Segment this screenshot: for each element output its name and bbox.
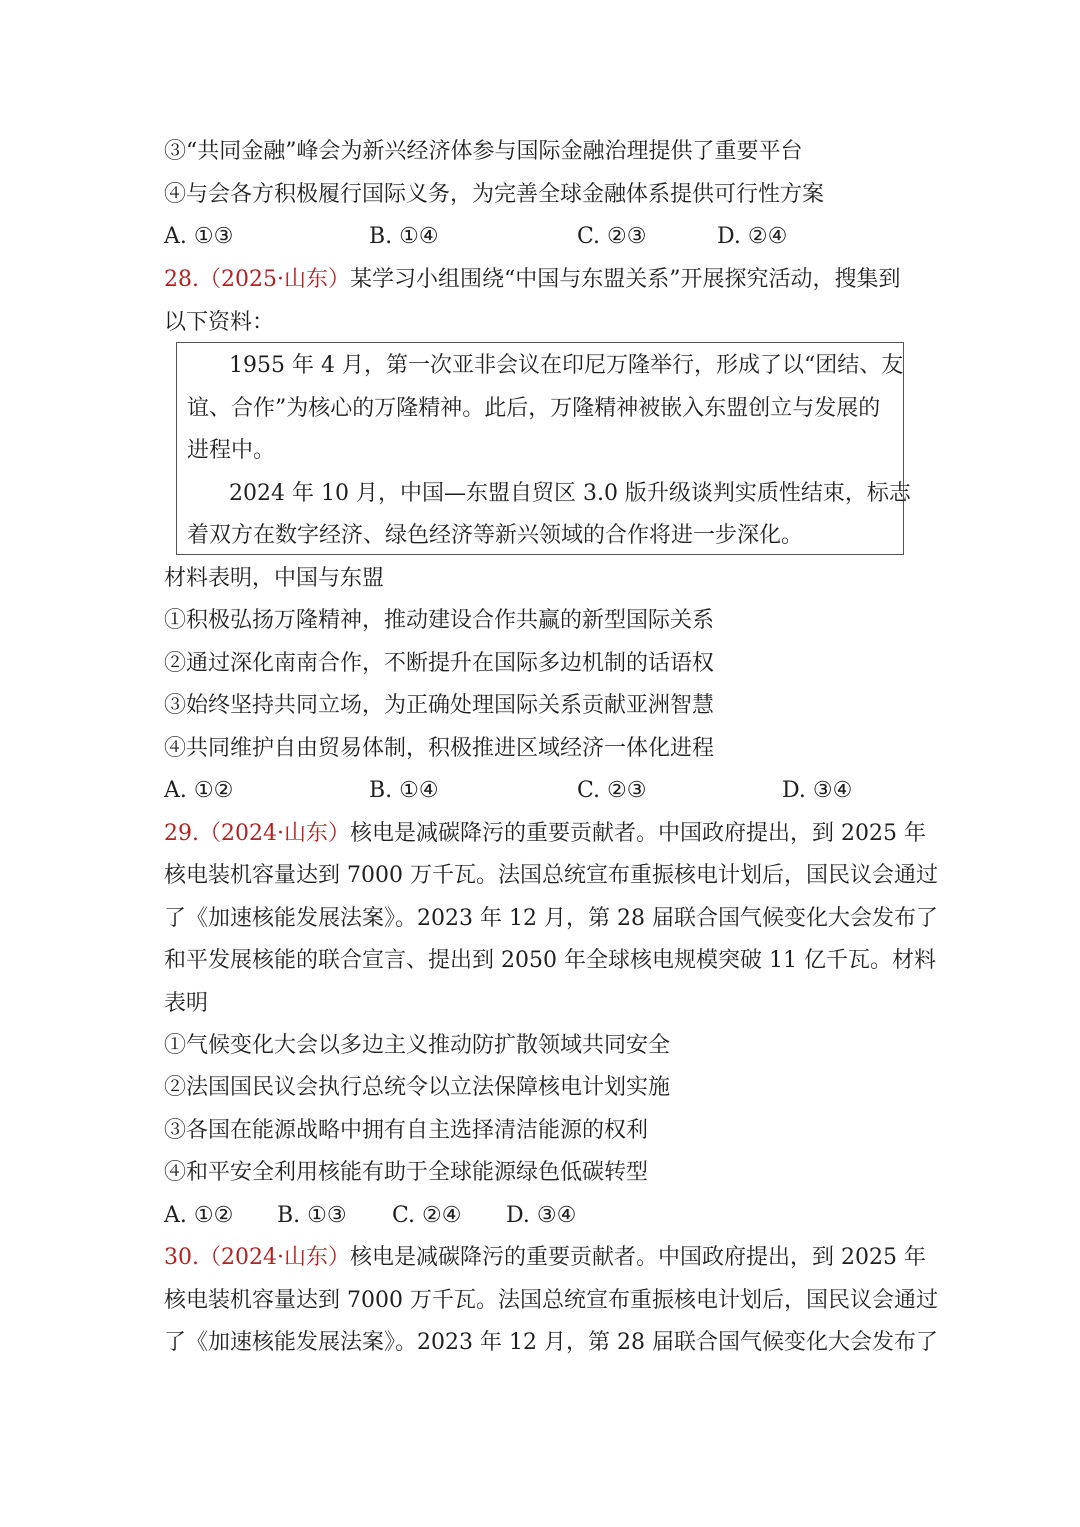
q29-item-3: ③各国在能源战略中拥有自主选择清洁能源的权利 xyxy=(164,1118,649,1143)
q28-option-d: D. ③④ xyxy=(782,778,853,803)
q29-item-1: ①气候变化大会以多边主义推动防扩散领域共同安全 xyxy=(164,1033,671,1058)
q28-material-line-5: 着双方在数字经济、绿色经济等新兴领域的合作将进一步深化。 xyxy=(187,523,804,548)
q28-material-line-4: 2024 年 10 月，中国—东盟自贸区 3.0 版升级谈判实质性结束，标志 xyxy=(229,481,911,506)
q29-number: 29.（2024·山东） xyxy=(164,821,350,846)
q28-material-line-3: 进程中。 xyxy=(187,438,276,463)
q28-item-3: ③始终坚持共同立场，为正确处理国际关系贡献亚洲智慧 xyxy=(164,693,715,718)
q28-item-2: ②通过深化南南合作，不断提升在国际多边机制的话语权 xyxy=(164,651,715,676)
q27-option-d: D. ②④ xyxy=(717,224,788,249)
q29-stem-text: 核电是减碳降污的重要贡献者。中国政府提出，到 2025 年 xyxy=(349,821,926,846)
q28-stem-text: 某学习小组围绕“中国与东盟关系”开展探究活动，搜集到 xyxy=(349,267,901,292)
q28-material-line-1: 1955 年 4 月，第一次亚非会议在印尼万隆举行，形成了以“团结、友 xyxy=(229,353,904,378)
q28-number: 28.（2025·山东） xyxy=(164,267,350,292)
q28-item-4: ④共同维护自由贸易体制，积极推进区域经济一体化进程 xyxy=(164,736,715,761)
q30-stem-line-1 xyxy=(164,1243,926,1273)
q28-option-a: A. ①② xyxy=(164,778,234,803)
q29-stem-line-4: 和平发展核能的联合宣言、提出到 2050 年全球核电规模突破 11 亿千瓦。材料 xyxy=(164,948,936,973)
q29-stem-line-1 xyxy=(164,819,926,849)
q29-option-d: D. ③④ xyxy=(506,1203,577,1228)
q29-option-c: C. ②④ xyxy=(392,1203,462,1228)
q29-stem-line-2: 核电装机容量达到 7000 万千瓦。法国总统宣布重振核电计划后，国民议会通过 xyxy=(164,863,938,888)
q27-option-c: C. ②③ xyxy=(577,224,647,249)
q29-item-2: ②法国国民议会执行总统令以立法保障核电计划实施 xyxy=(164,1075,671,1100)
q30-stem-text: 核电是减碳降污的重要贡献者。中国政府提出，到 2025 年 xyxy=(349,1245,926,1270)
q28-stem-line-1 xyxy=(164,265,900,295)
q27-item-3: ③“共同金融”峰会为新兴经济体参与国际金融治理提供了重要平台 xyxy=(164,139,803,164)
q29-stem-line-3: 了《加速核能发展法案》。2023 年 12 月，第 28 届联合国气候变化大会发布了 xyxy=(164,906,938,931)
q30-stem-line-2: 核电装机容量达到 7000 万千瓦。法国总统宣布重振核电计划后，国民议会通过 xyxy=(164,1288,938,1313)
q29-stem-line-5: 表明 xyxy=(164,991,209,1016)
q29-option-a: A. ①② xyxy=(164,1203,234,1228)
q28-option-c: C. ②③ xyxy=(577,778,647,803)
q28-material-line-2: 谊、合作”为核心的万隆精神。此后，万隆精神被嵌入东盟创立与发展的 xyxy=(187,396,881,421)
q28-material-box xyxy=(176,342,911,555)
q28-lead: 材料表明，中国与东盟 xyxy=(164,566,385,591)
q28-item-1: ①积极弘扬万隆精神，推动建设合作共赢的新型国际关系 xyxy=(164,608,715,633)
q30-stem-line-3: 了《加速核能发展法案》。2023 年 12 月，第 28 届联合国气候变化大会发布了 xyxy=(164,1330,938,1355)
q28-option-b: B. ①④ xyxy=(369,778,439,803)
q27-item-4: ④与会各方积极履行国际义务，为完善全球金融体系提供可行性方案 xyxy=(164,182,825,207)
q29-item-4: ④和平安全利用核能有助于全球能源绿色低碳转型 xyxy=(164,1160,649,1185)
q27-option-b: B. ①④ xyxy=(369,224,439,249)
q30-number: 30.（2024·山东） xyxy=(164,1245,350,1270)
q28-stem-line-2: 以下资料： xyxy=(164,310,275,335)
q27-option-a: A. ①③ xyxy=(164,224,234,249)
q29-option-b: B. ①③ xyxy=(277,1203,347,1228)
